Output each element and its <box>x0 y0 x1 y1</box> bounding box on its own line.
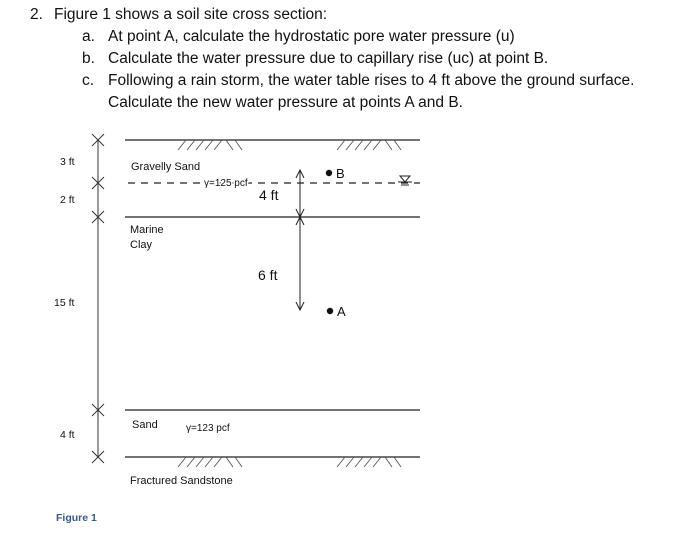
sand-unit-weight: γ=123 pcf <box>186 423 230 434</box>
question-number: 2. <box>30 6 43 23</box>
water-table-symbol <box>398 176 412 185</box>
thickness-label-sand: 4 ft <box>60 429 75 441</box>
dimension-label-6ft: 6 ft <box>258 267 278 283</box>
item-a-text: At point A, calculate the hydrostatic pore water pressure (u) <box>108 28 515 45</box>
question-stem: Figure 1 shows a soil site cross section: <box>54 6 328 23</box>
item-c-continuation: Calculate the new water pressure at points A and B. <box>108 94 463 111</box>
dimension-label-4ft: 4 ft <box>259 187 279 203</box>
point-a-marker <box>327 308 333 314</box>
thickness-label-gravelly-sand-lower: 2 ft <box>60 194 75 206</box>
point-b-label: B <box>336 166 345 181</box>
ground-hatch-right <box>337 140 401 150</box>
dimension-4ft-arrow <box>293 170 307 217</box>
item-a-marker: a. <box>82 28 95 45</box>
item-b-marker: b. <box>82 50 95 67</box>
item-b-text: Calculate the water pressure due to capillary rise (uc) at point B. <box>108 50 549 67</box>
rock-hatch-right <box>337 457 401 467</box>
layer-label-gravelly-sand: Gravelly Sand <box>131 161 201 173</box>
item-c-marker: c. <box>82 72 95 89</box>
point-a-label: A <box>337 304 346 319</box>
ground-hatch-left <box>178 140 242 150</box>
layer-label-marine: Marine <box>130 224 164 236</box>
layer-label-fractured-sandstone: Fractured Sandstone <box>130 475 233 487</box>
thickness-label-marine-clay: 15 ft <box>54 297 75 309</box>
point-b-marker <box>326 170 332 176</box>
figure-caption: Figure 1 <box>56 512 97 524</box>
dimension-6ft-arrow <box>296 217 304 310</box>
rock-hatch-left <box>178 457 242 467</box>
item-c-text: Following a rain storm, the water table rises to 4 ft above the ground surface. <box>108 72 635 89</box>
thickness-label-gravelly-sand-upper: 3 ft <box>60 156 75 168</box>
layer-label-sand: Sand <box>132 419 158 431</box>
gravelly-sand-unit-weight: γ=125 pcf <box>204 178 248 189</box>
layer-label-clay: Clay <box>130 239 153 251</box>
